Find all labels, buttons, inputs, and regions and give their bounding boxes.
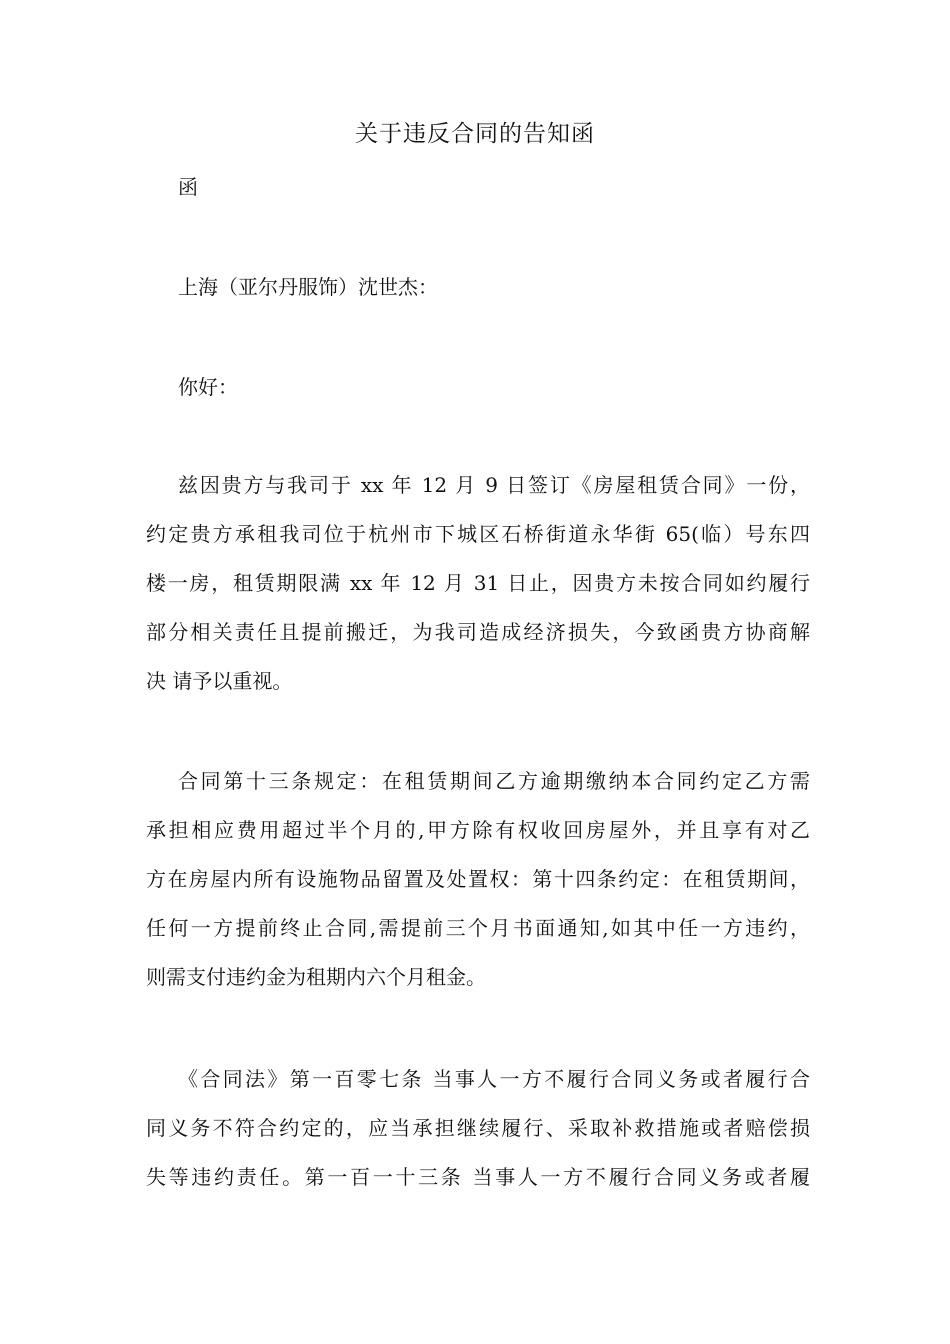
paragraph-line: 《合同法》第一百零七条 当事人一方不履行合同义务或者履行合 xyxy=(178,1067,810,1091)
paragraph-line: 则需支付违约金为租期内六个月租金。 xyxy=(146,965,486,989)
paragraph-line: 任何一方提前终止合同,需提前三个月书面通知,如其中任一方违约， xyxy=(146,916,810,940)
paragraph-line: 楼一房，租赁期限满 xx 年 12 月 31 日止，因贵方未按合同如约履行 xyxy=(146,571,810,595)
paragraph-line: 失等违约责任。第一百一十三条 当事人一方不履行合同义务或者履 xyxy=(146,1165,810,1189)
paragraph-line: 同义务不符合约定的，应当承担继续履行、采取补救措施或者赔偿损 xyxy=(146,1116,810,1140)
paragraph-2 xyxy=(146,766,810,1011)
greeting-line: 你好： xyxy=(178,375,238,399)
paragraph-3 xyxy=(146,1064,810,1211)
paragraph-1 xyxy=(146,470,810,715)
paragraph-line: 兹因贵方与我司于 xx 年 12 月 9 日签订《房屋租赁合同》一份， xyxy=(178,473,810,497)
paragraph-line: 方在房屋内所有设施物品留置及处置权：第十四条约定：在租赁期间， xyxy=(146,867,810,891)
paragraph-line: 决 请予以重视。 xyxy=(146,669,293,693)
document-subtitle: 函 xyxy=(178,175,198,199)
paragraph-line: 合同第十三条规定：在租赁期间乙方逾期缴纳本合同约定乙方需 xyxy=(178,769,810,793)
document-title: 关于违反合同的告知函 xyxy=(355,121,595,147)
addressee-line: 上海（亚尔丹服饰）沈世杰： xyxy=(178,275,438,299)
paragraph-line: 部分相关责任且提前搬迁，为我司造成经济损失，今致函贵方协商解 xyxy=(146,620,810,644)
paragraph-line: 承担相应费用超过半个月的,甲方除有权收回房屋外，并且享有对乙 xyxy=(146,818,810,842)
paragraph-line: 约定贵方承租我司位于杭州市下城区石桥街道永华街 65(临）号东四 xyxy=(146,522,810,546)
